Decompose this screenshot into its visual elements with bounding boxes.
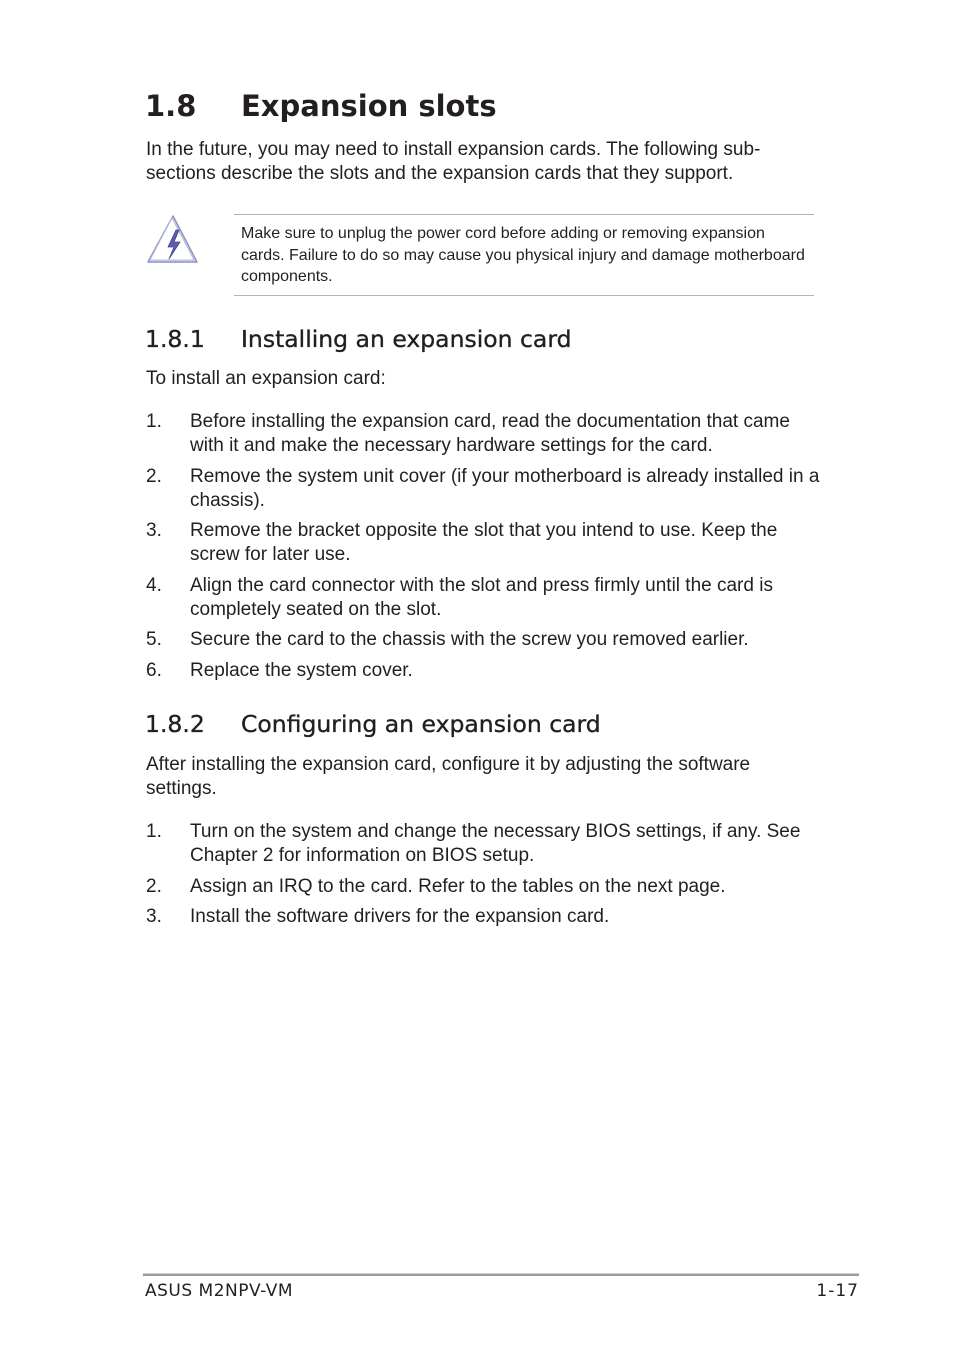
section-title [145, 86, 497, 126]
step-text: Before installing the expansion card, read the documentation that came with it and make the necessary hardware settings for the card. [190, 411, 790, 456]
list-item [146, 574, 826, 622]
configuring-steps-list [146, 820, 826, 936]
section-number: 1.8 [145, 89, 197, 123]
step-text: Remove the bracket opposite the slot that you intend to use. Keep the screw for later use. [190, 520, 778, 565]
step-text: Replace the system cover. [190, 659, 413, 681]
list-item [146, 905, 826, 929]
list-item [146, 875, 826, 899]
step-number: 2. [146, 875, 162, 897]
list-item [146, 628, 826, 652]
subsection-number: 1.8.1 [145, 325, 205, 353]
list-item [146, 820, 826, 868]
list-item [146, 410, 826, 458]
step-number: 2. [146, 465, 162, 487]
step-number: 5. [146, 629, 162, 650]
subsection-number: 1.8.2 [145, 710, 205, 738]
step-number: 6. [146, 659, 162, 681]
section-intro: In the future, you may need to install expansion cards. The following sub-sections describe the slots and the expansion cards that they support. [146, 139, 761, 184]
installing-intro: To install an expansion card: [146, 368, 386, 389]
step-number: 1. [146, 821, 162, 842]
list-item [146, 465, 826, 513]
step-text: Secure the card to the chassis with the screw you removed earlier. [190, 629, 749, 650]
list-item [146, 519, 826, 567]
step-number: 4. [146, 574, 162, 596]
step-number: 3. [146, 520, 162, 541]
warning-callout [234, 214, 814, 296]
footer-product-name: ASUS M2NPV-VM [145, 1281, 294, 1301]
warning-text: Make sure to unplug the power cord before adding or removing expansion cards. Failure to do so may cause you physical injury and damage motherboard components. [241, 225, 805, 285]
step-number: 3. [146, 906, 162, 927]
step-text: Remove the system unit cover (if your motherboard is already installed in a chassis). [190, 465, 820, 511]
list-item [146, 659, 826, 683]
step-text: Assign an IRQ to the card. Refer to the tables on the next page. [190, 875, 726, 897]
warning-lightning-icon [146, 213, 198, 265]
subsection-title-text: Installing an expansion card [241, 325, 572, 353]
step-number: 1. [146, 411, 162, 432]
step-text: Install the software drivers for the expansion card. [190, 906, 610, 927]
step-text: Align the card connector with the slot and press firmly until the card is completely seated on the slot. [190, 574, 773, 620]
configuring-intro: After installing the expansion card, configure it by adjusting the software settings. [146, 754, 751, 799]
section-title-text: Expansion slots [241, 89, 497, 123]
subsection-title-installing [145, 324, 571, 354]
footer-page-number: 1-17 [816, 1281, 859, 1301]
installing-steps-list [146, 410, 826, 689]
subsection-title-configuring [145, 709, 601, 739]
footer-divider [143, 1273, 859, 1276]
subsection-title-text: Configuring an expansion card [241, 710, 601, 738]
step-text: Turn on the system and change the necessary BIOS settings, if any. See Chapter 2 for information on BIOS setup. [190, 821, 801, 866]
